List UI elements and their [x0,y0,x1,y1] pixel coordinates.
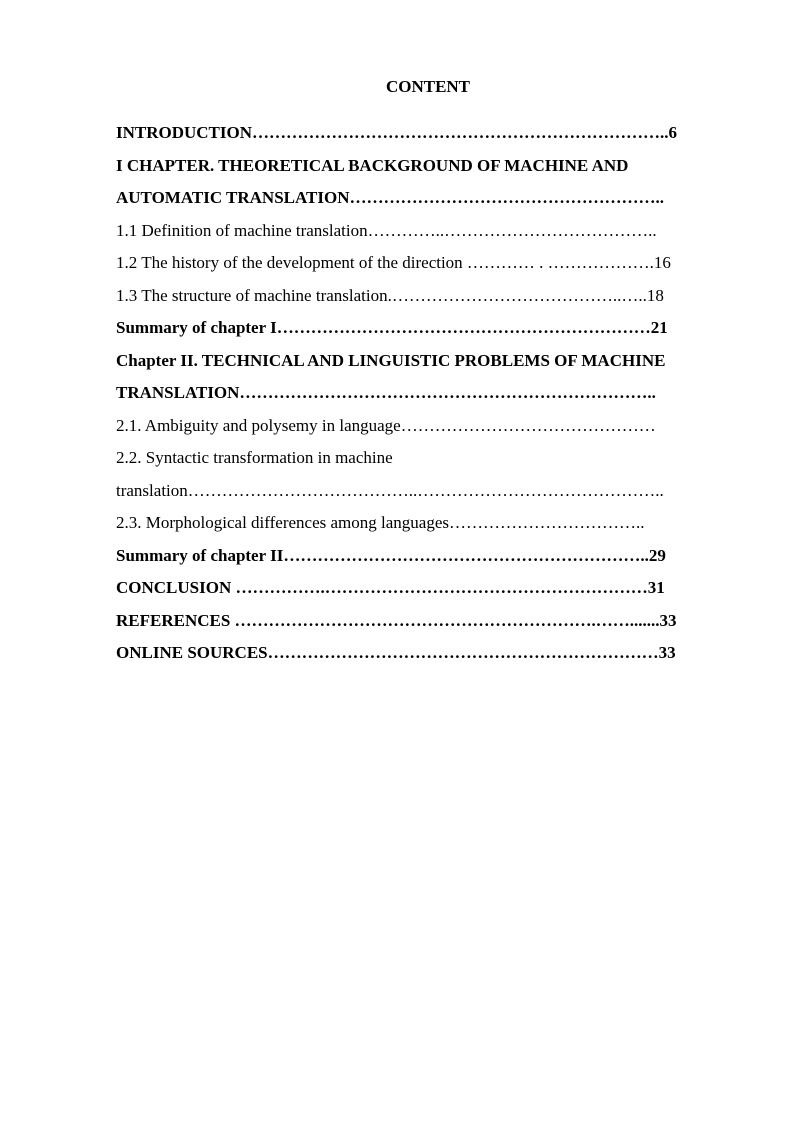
toc-entry: 1.3 The structure of machine translation.…………………………………..…..18 [116,285,664,305]
toc-entry: Chapter II. TECHNICAL AND LINGUISTIC PROBLEMS OF MACHINE [116,350,666,370]
toc-entry: INTRODUCTION………………………………………………………………..6 [116,123,678,142]
toc-entry: 2.1. Ambiguity and polysemy in language……………………………………… [116,415,656,435]
table-of-contents [116,117,756,670]
toc-entry: ONLINE SOURCES……………………………………………………………33 [116,643,676,662]
toc-entry: AUTOMATIC TRANSLATION……………………………………………….. [116,188,664,207]
toc-entry: I CHAPTER. THEORETICAL BACKGROUND OF MACHINE AND [116,155,629,175]
toc-entry: TRANSLATION……………………………………………………………….. [116,383,656,402]
toc-entry: 1.2 The history of the development of the direction ………… . ……………….16 [116,253,671,272]
toc-entry: REFERENCES ……………………………………………………….…….......33 [116,610,677,630]
toc-entry: translation…………………………………..…………………………………….. [116,480,664,500]
toc-entry: CONCLUSION …………….…………………………………………………31 [116,578,665,597]
page-title: CONTENT [385,77,471,96]
toc-entry: 2.3. Morphological differences among languages…………………………….. [116,513,645,532]
toc-entry: Summary of chapter I…………………………………………………………21 [116,318,668,337]
toc-entry: 1.1 Definition of machine translation…………..……………………………….. [116,220,657,240]
toc-entry: Summary of chapter II………………………………………………………..29 [116,545,666,565]
toc-entry: 2.2. Syntactic transformation in machine [116,448,393,467]
